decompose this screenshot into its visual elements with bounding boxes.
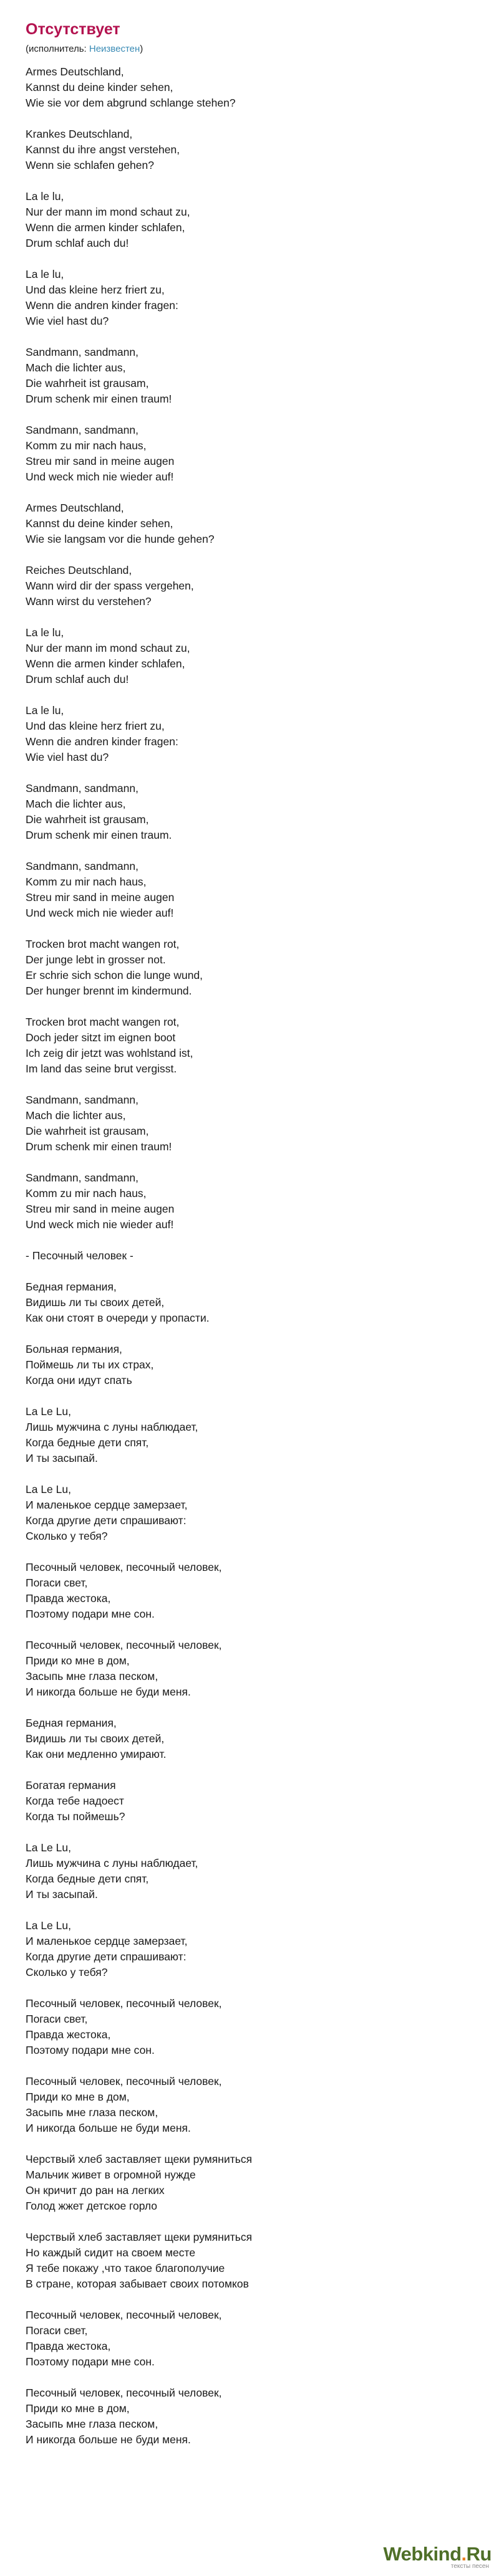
lyric-line: Погаси свет, xyxy=(26,1577,88,1589)
lyric-line: Mach die lichter aus, xyxy=(26,361,126,374)
lyric-line: Погаси свет, xyxy=(26,2324,88,2337)
lyric-line: Komm zu mir nach haus, xyxy=(26,1187,147,1200)
lyrics-stanza xyxy=(26,1778,475,1825)
lyric-line: И ты засыпай. xyxy=(26,1888,98,1901)
lyric-line: Wann wirst du verstehen? xyxy=(26,595,152,608)
lyric-line: Sandmann, sandmann, xyxy=(26,782,138,794)
lyric-line: Die wahrheit ist grausam, xyxy=(26,1125,149,1137)
lyric-line: И ты засыпай. xyxy=(26,1452,98,1464)
lyrics-stanza xyxy=(26,2230,475,2292)
logo-tagline: тексты песен xyxy=(450,2563,489,2570)
logo-name: Webkind xyxy=(383,2543,462,2565)
lyric-line: Sandmann, sandmann, xyxy=(26,346,138,358)
lyrics-stanza xyxy=(26,1279,475,1326)
lyric-line: Голод жжет детское горло xyxy=(26,2200,158,2212)
lyric-line: Armes Deutschland, xyxy=(26,65,124,78)
lyric-line: Trocken brot macht wangen rot, xyxy=(26,1016,180,1028)
lyric-line: Wann wird dir der spass vergehen, xyxy=(26,580,194,592)
lyric-line: Правда жестока, xyxy=(26,2028,111,2041)
lyrics-stanza xyxy=(26,1715,475,1762)
lyric-line: Streu mir sand in meine augen xyxy=(26,1203,175,1215)
lyric-line: Reiches Deutschland, xyxy=(26,564,132,576)
lyric-line: La Le Lu, xyxy=(26,1405,71,1418)
lyric-line: Er schrie sich schon die lunge wund, xyxy=(26,969,203,981)
lyric-line: Но каждый сидит на своем месте xyxy=(26,2246,196,2259)
lyrics-stanza xyxy=(26,1560,475,1622)
lyric-line: Wie sie vor dem abgrund schlange stehen? xyxy=(26,97,236,109)
artist-link[interactable]: Неизвестен xyxy=(89,44,140,54)
lyric-line: Wie viel hast du? xyxy=(26,315,109,327)
lyric-line: Лишь мужчина с луны наблюдает, xyxy=(26,1857,198,1869)
lyric-line: La Le Lu, xyxy=(26,1483,71,1496)
lyrics-stanza xyxy=(26,64,475,111)
lyric-line: Komm zu mir nach haus, xyxy=(26,875,147,888)
lyrics-stanza xyxy=(26,859,475,921)
lyrics-stanza xyxy=(26,1342,475,1388)
lyrics-stanza xyxy=(26,1840,475,1902)
lyrics-stanza xyxy=(26,703,475,765)
lyric-line: - Песочный человек - xyxy=(26,1249,133,1262)
lyric-line: Поймешь ли ты их страх, xyxy=(26,1358,154,1371)
lyric-line: Streu mir sand in meine augen xyxy=(26,455,175,467)
lyrics-stanza xyxy=(26,2074,475,2136)
lyrics-stanza xyxy=(26,2385,475,2448)
lyric-line: Wenn die andren kinder fragen: xyxy=(26,299,178,312)
lyric-line: La le lu, xyxy=(26,626,64,639)
lyric-line: Когда другие дети спрашивают: xyxy=(26,1950,187,1963)
lyric-line: Drum schlaf auch du! xyxy=(26,237,129,249)
lyric-line: Когда другие дети спрашивают: xyxy=(26,1514,187,1527)
logo-dot: . xyxy=(461,2543,467,2565)
lyric-line: Богатая германия xyxy=(26,1779,116,1791)
lyrics-stanza xyxy=(26,937,475,999)
lyrics-stanza xyxy=(26,500,475,547)
lyric-line: Правда жестока, xyxy=(26,1592,111,1605)
lyric-line: Sandmann, sandmann, xyxy=(26,1094,138,1106)
lyric-line: Und weck mich nie wieder auf! xyxy=(26,907,174,919)
site-logo[interactable] xyxy=(383,2544,492,2570)
lyric-line: Der hunger brennt im kindermund. xyxy=(26,985,192,997)
lyric-line: Бедная германия, xyxy=(26,1281,117,1293)
lyric-line: Он кричит до ран на легких xyxy=(26,2184,165,2197)
lyric-line: Nur der mann im mond schaut zu, xyxy=(26,642,190,654)
song-header xyxy=(26,17,143,57)
lyric-line: Und weck mich nie wieder auf! xyxy=(26,470,174,483)
lyric-line: Der junge lebt in grosser not. xyxy=(26,953,166,966)
lyrics-stanza xyxy=(26,1170,475,1233)
lyric-line: Wenn sie schlafen gehen? xyxy=(26,159,154,171)
lyric-line: Kannst du deine kinder sehen, xyxy=(26,81,173,93)
lyric-line: La Le Lu, xyxy=(26,1841,71,1854)
lyric-line: Komm zu mir nach haus, xyxy=(26,439,147,452)
lyrics-stanza xyxy=(26,1638,475,1700)
lyric-line: И маленькое сердце замерзает, xyxy=(26,1499,188,1511)
lyric-line: И никогда больше не буди меня. xyxy=(26,1686,191,1698)
lyric-line: Когда ты поймешь? xyxy=(26,1810,125,1823)
lyric-line: Песочный человек, песочный человек, xyxy=(26,1639,222,1651)
logo-tld: Ru xyxy=(466,2543,492,2565)
performer-prefix: (исполнитель: xyxy=(26,44,89,54)
lyric-line: Wenn die armen kinder schlafen, xyxy=(26,657,185,670)
lyric-line: Когда они идут спать xyxy=(26,1374,132,1386)
lyric-line: Drum schenk mir einen traum! xyxy=(26,393,172,405)
lyric-line: Когда бедные дети спят, xyxy=(26,1436,149,1449)
lyric-line: Черствый хлеб заставляет щеки румяниться xyxy=(26,2153,253,2165)
lyric-line: La le lu, xyxy=(26,190,64,203)
lyrics-stanza xyxy=(26,2307,475,2370)
lyric-line: Я тебе покажу ,что такое благополучие xyxy=(26,2262,225,2274)
lyric-line: Wenn die armen kinder schlafen, xyxy=(26,221,185,234)
lyric-line: Сколько у тебя? xyxy=(26,1966,108,1978)
lyric-line: И никогда больше не буди меня. xyxy=(26,2433,191,2446)
lyrics-stanza xyxy=(26,189,475,251)
lyric-line: Mach die lichter aus, xyxy=(26,798,126,810)
lyric-line: Und weck mich nie wieder auf! xyxy=(26,1218,174,1231)
lyric-line: Погаси свет, xyxy=(26,2013,88,2025)
lyric-line: Как они стоят в очереди у пропасти. xyxy=(26,1312,210,1324)
lyric-line: Drum schenk mir einen traum! xyxy=(26,1140,172,1153)
lyric-line: Поэтому подари мне сон. xyxy=(26,2355,155,2368)
lyric-line: Поэтому подари мне сон. xyxy=(26,1608,155,1620)
lyric-line: Приди ко мне в дом, xyxy=(26,2091,130,2103)
lyric-line: Песочный человек, песочный человек, xyxy=(26,2075,222,2087)
song-title: Отсутствует xyxy=(26,21,120,38)
lyrics-stanza xyxy=(26,422,475,485)
lyric-line: Ich zeig dir jetzt was wohlstand ist, xyxy=(26,1047,193,1059)
lyrics-stanza xyxy=(26,1918,475,1980)
lyrics-stanza xyxy=(26,1996,475,2058)
lyric-line: Песочный человек, песочный человек, xyxy=(26,1997,222,2010)
lyric-line: Drum schenk mir einen traum. xyxy=(26,829,172,841)
lyric-line: Kannst du ihre angst verstehen, xyxy=(26,143,180,156)
lyrics-stanza xyxy=(26,1404,475,1466)
lyric-line: Когда бедные дети спят, xyxy=(26,1872,149,1885)
lyric-line: Im land das seine brut vergisst. xyxy=(26,1062,177,1075)
lyrics-body xyxy=(26,64,475,2463)
lyrics-stanza xyxy=(26,1248,475,1264)
lyric-line: Nur der mann im mond schaut zu, xyxy=(26,206,190,218)
lyric-line: Видишь ли ты своих детей, xyxy=(26,1296,165,1309)
lyric-line: Sandmann, sandmann, xyxy=(26,860,138,872)
lyric-line: Сколько у тебя? xyxy=(26,1530,108,1542)
lyric-line: Засыпь мне глаза песком, xyxy=(26,2106,158,2119)
lyric-line: Песочный человек, песочный человек, xyxy=(26,2387,222,2399)
lyric-line: Streu mir sand in meine augen xyxy=(26,891,175,904)
lyric-line: Песочный человек, песочный человек, xyxy=(26,1561,222,1573)
lyric-line: La Le Lu, xyxy=(26,1919,71,1932)
lyric-line: Бедная германия, xyxy=(26,1717,117,1729)
lyrics-stanza xyxy=(26,781,475,843)
lyric-line: Поэтому подари мне сон. xyxy=(26,2044,155,2056)
lyric-line: Krankes Deutschland, xyxy=(26,128,133,140)
lyric-line: Mach die lichter aus, xyxy=(26,1109,126,1122)
lyric-line: Как они медленно умирают. xyxy=(26,1748,167,1760)
lyric-line: Больная германия, xyxy=(26,1343,122,1355)
lyrics-stanza xyxy=(26,126,475,173)
lyric-line: Правда жестока, xyxy=(26,2340,111,2352)
lyrics-stanza xyxy=(26,1092,475,1155)
lyric-line: Sandmann, sandmann, xyxy=(26,424,138,436)
lyric-line: Trocken brot macht wangen rot, xyxy=(26,938,180,950)
lyric-line: В стране, которая забывает своих потомков xyxy=(26,2278,249,2290)
lyric-line: Wie sie langsam vor die hunde gehen? xyxy=(26,533,215,545)
performer-line xyxy=(26,41,143,57)
lyric-line: Лишь мужчина с луны наблюдает, xyxy=(26,1421,198,1433)
lyric-line: Wie viel hast du? xyxy=(26,751,109,763)
lyric-line: La le lu, xyxy=(26,268,64,280)
lyrics-stanza xyxy=(26,1014,475,1077)
lyric-line: Und das kleine herz friert zu, xyxy=(26,720,165,732)
lyric-line: Kannst du deine kinder sehen, xyxy=(26,517,173,530)
lyric-line: И маленькое сердце замерзает, xyxy=(26,1935,188,1947)
lyric-line: Und das kleine herz friert zu, xyxy=(26,284,165,296)
lyric-line: Видишь ли ты своих детей, xyxy=(26,1732,165,1745)
lyric-line: Песочный человек, песочный человек, xyxy=(26,2309,222,2321)
lyric-line: Sandmann, sandmann, xyxy=(26,1171,138,1184)
lyric-line: И никогда больше не буди меня. xyxy=(26,2122,191,2134)
lyric-line: La le lu, xyxy=(26,704,64,717)
lyrics-stanza xyxy=(26,563,475,609)
lyrics-stanza xyxy=(26,267,475,329)
lyric-line: Когда тебе надоест xyxy=(26,1795,124,1807)
lyric-line: Мальчик живет в огромной нужде xyxy=(26,2168,196,2181)
lyric-line: Черствый хлеб заставляет щеки румяниться xyxy=(26,2231,253,2243)
lyric-line: Wenn die andren kinder fragen: xyxy=(26,735,178,748)
lyrics-stanza xyxy=(26,625,475,687)
lyric-line: Doch jeder sitzt im eignen boot xyxy=(26,1031,176,1044)
lyric-line: Засыпь мне глаза песком, xyxy=(26,1670,158,1682)
lyric-line: Засыпь мне глаза песком, xyxy=(26,2418,158,2430)
lyric-line: Die wahrheit ist grausam, xyxy=(26,377,149,389)
lyrics-stanza xyxy=(26,345,475,407)
performer-suffix: ) xyxy=(140,44,143,54)
lyric-line: Приди ко мне в дом, xyxy=(26,2402,130,2415)
lyrics-stanza xyxy=(26,1482,475,1544)
lyric-line: Die wahrheit ist grausam, xyxy=(26,813,149,826)
lyric-line: Drum schlaf auch du! xyxy=(26,673,129,685)
lyrics-stanza xyxy=(26,2152,475,2214)
lyric-line: Приди ко мне в дом, xyxy=(26,1654,130,1667)
logo-wordmark xyxy=(383,2544,492,2564)
lyric-line: Armes Deutschland, xyxy=(26,502,124,514)
